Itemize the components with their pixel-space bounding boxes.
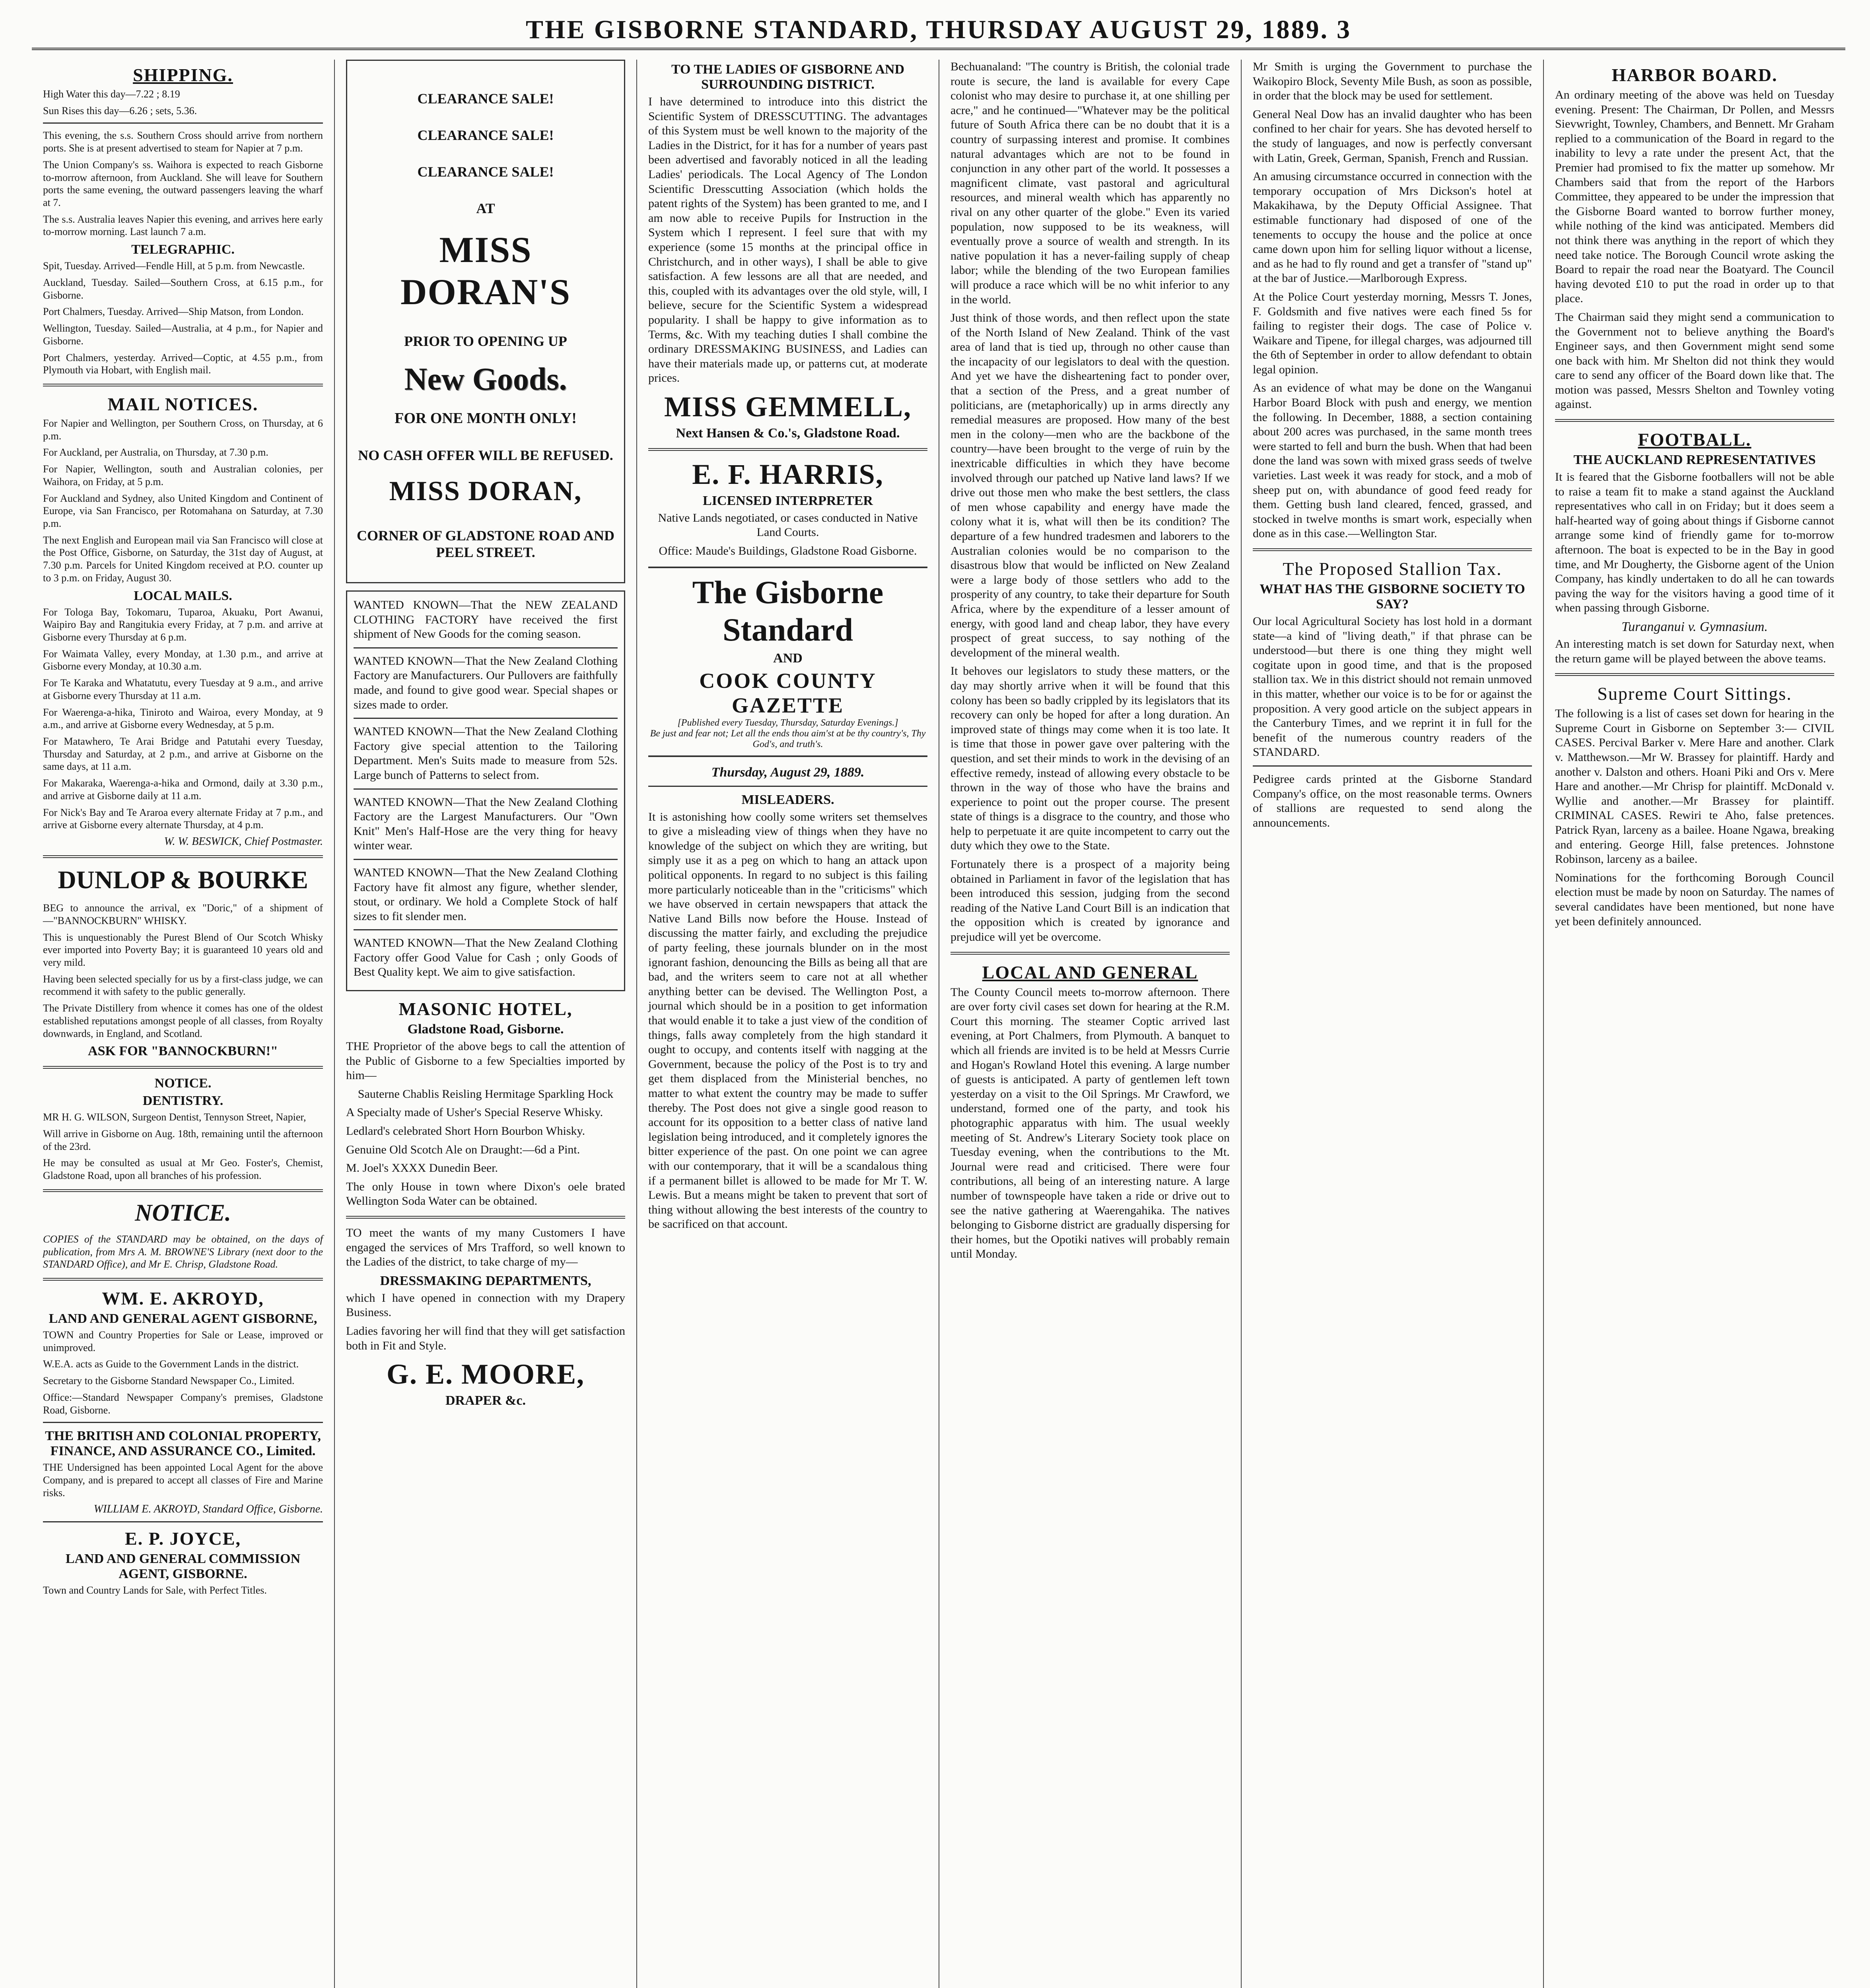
mail-line: For Napier and Wellington, per Southern Cross, on Thursday, at 6 p.m. xyxy=(43,417,323,442)
gymnasium-text: An interesting match is set down for Saturday next, when the return game will be played between the above teams. xyxy=(1555,637,1834,665)
local-mail-line: For Tologa Bay, Tokomaru, Tuparoa, Akuaku, Port Awanui, Waipiro Bay and Rangitukia every Friday, at 7 p.m. and arrive at Gisborne every Thursday at 6 p.m. xyxy=(43,606,323,643)
folio-number: 3 xyxy=(1337,15,1352,44)
divider xyxy=(354,647,618,648)
telegraphic-line: Spit, Tuesday. Arrived—Fendle Hill, at 5 p.m. from Newcastle. xyxy=(43,260,305,272)
divider xyxy=(648,448,927,451)
divider xyxy=(1253,765,1532,767)
cash-offer-line: NO CASH OFFER WILL BE REFUSED. xyxy=(358,447,613,463)
divider xyxy=(346,1216,625,1219)
article-text: Just think of those words, and then reflect upon the state of the North Island of New Zealand. Think of the vast area of land that is tied up, through no other cause than the incapacity of our legislators to deal with the question. And yet we have the disheartening fact to ponder over, that a section of the Press, and a great number of politicians, are (metaphorically) up in arms directly any remedial measures are proposed. How many of the best men in the colony—men who are the backbone of the country—have been brought to the verge of ruin by the inextricable difficulties in which they have become involved through our patched up Native land laws? If we drive out those men who make the best settlers, the class of men whose capability and energy have made the colony what it is, what will then be its condition? The departure of a few hundred tradesmen and laborers to the Australian colonies would be no comparison to the disastrous blow that would be inflicted on New Zealand were a large body of those settlers who add to the prosperity of any country, to take their departure for South Africa, where by the expenditure of a lesser amount of energy, with good land and cheap labor, they have every prospect of great success, to say nothing of the development of the mineral wealth. xyxy=(951,311,1230,659)
article-text: Mr Smith is urging the Government to purchase the Waikopiro Block, Seventy Mile Bush, as soon as possible, in order that the block may be used for settlement. xyxy=(1253,60,1532,103)
masonic-hotel-address: Gladstone Road, Gisborne. xyxy=(407,1022,564,1037)
dentistry-heading: DENTISTRY. xyxy=(142,1093,224,1109)
telegraphic-line: Wellington, Tuesday. Sailed—Australia, at 4 p.m., for Napier and Gisborne. xyxy=(43,322,323,347)
divider xyxy=(1253,548,1532,551)
dressmaking-heading: DRESSMAKING DEPARTMENTS, xyxy=(380,1273,591,1288)
article-text: As an evidence of what may be done on the Wanganui Harbor Board Block with push and energy, we mention the following. In December, 1888, a section containing about 200 acres was purchased, in the same month trees were started to fell and burn the bush. When that had been done the land was sown with mixed grass seeds of twelve varieties. Last week it was ready for stock, and a mob of sheep put on, with abundance of good feed ready for them. Getting bush land cleared, fenced, grassed, and stocked in twelve months is smart work, especially when done as in this case.—Wellington Star. xyxy=(1253,381,1532,540)
dentist-text: He may be consulted as usual at Mr Geo. Foster's, Chemist, Gladstone Road, upon all branches of his profession. xyxy=(43,1157,323,1182)
football-subheading: THE AUCKLAND REPRESENTATIVES xyxy=(1573,452,1816,468)
divider xyxy=(43,1278,323,1281)
divider xyxy=(951,952,1230,955)
british-colonial-heading: THE BRITISH AND COLONIAL PROPERTY, FINANCE, AND ASSURANCE CO., Limited. xyxy=(45,1429,321,1459)
article-text: At the Police Court yesterday morning, Messrs T. Jones, F. Goldsmith and five natives were each fined 5s for failing to register their dogs. The case of Police v. Waikare and Tipene, for illegal charges, was adjourned till the 6th of September in order to allow defendant to obtain legal opinion. xyxy=(1253,290,1532,376)
divider xyxy=(1555,419,1834,422)
wanted-known-item: WANTED KNOWN—That the New Zealand Clothing Factory are Manufacturers. Our Pullovers are faithfully made, and found to give good wear. Special shapes or sizes made to order. xyxy=(354,654,618,711)
article-text: An amusing circumstance occurred in connection with the temporary occupation of Mrs Dickson's hotel at Makakihawa, by the Deputy Official Assignee. That estimable functionary had disposed of one of the tenements to occupy the house and the police at once came down upon him for selling liquor without a license, and as he had to fly round and get a transfer of "stand up" at the bar of Justice.—Marlborough Express. xyxy=(1253,170,1532,285)
paper-nameplate xyxy=(648,567,927,757)
masthead xyxy=(32,12,1845,50)
joyce-text: Town and Country Lands for Sale, with Perfect Titles. xyxy=(43,1584,267,1596)
gemmell-title: MISS GEMMELL, xyxy=(664,390,912,423)
football-heading: FOOTBALL. xyxy=(1638,429,1751,450)
stallion-tax-heading: The Proposed Stallion Tax. xyxy=(1283,559,1502,579)
local-general-text: The County Council meets to-morrow afternoon. There are over forty civil cases set down for hearing at the R.M. Court this morning. The steamer Coptic arrived last evening, at Port Chalmers, from Plymouth. A banquet to which all friends are invited is to be held at Messrs Currie and Hogan's Rowland Hotel this evening. A large number of guests is anticipated. A party of gentlemen left town yesterday on a visit to the Oil Springs. Mr Crawford, we understand, formed one of the party, and took his photographic apparatus with him. The usual weekly meeting of St. Andrew's Literary Society took place on Tuesday evening, when the contributions to the Mt. Journal were read and criticised. There were four contributions, all being of an interesting nature. A large number of townspeople have taken a ride or drive out to see the native gathering at Waerengahika. The natives belonging to Gisborne district are gradually dispersing for their homes, but the Opotiki natives will probably remain until Monday. xyxy=(951,985,1230,1261)
wanted-known-item: WANTED KNOWN—That the New Zealand Clothing Factory give special attention to the Tailoring Department. Men's Suits made to measure from 52s. Large bunch of Patterns to select from. xyxy=(354,725,618,782)
supreme-court-heading: Supreme Court Sittings. xyxy=(1597,683,1792,704)
dunlop-bourke-title: DUNLOP & BOURKE xyxy=(58,866,308,894)
dunlop-text: This is unquestionably the Purest Blend of Our Scotch Whisky ever imported into Poverty Bay; it is guaranteed 10 years old and very mild. xyxy=(43,931,323,968)
local-mail-line: For Makaraka, Waerenga-a-hika and Ormond, daily at 3.30 p.m., and arrive at Gisborne daily at 11 a.m. xyxy=(43,777,323,802)
harris-title: E. F. HARRIS, xyxy=(692,458,884,490)
gymnasium-subheading: Turanganui v. Gymnasium. xyxy=(1621,619,1768,634)
prior-line: PRIOR TO OPENING UP xyxy=(404,333,567,349)
local-mail-line: For Te Karaka and Whatatutu, every Tuesday at 9 a.m., and arrive at Gisborne every Thursday at 11 a.m. xyxy=(43,677,323,701)
divider xyxy=(43,855,323,858)
akroyd-text: Secretary to the Gisborne Standard Newspaper Co., Limited. xyxy=(43,1375,295,1387)
local-mail-line: For Waimata Valley, every Monday, at 1.30 p.m., and arrive at Gisborne every Monday, at 10.30 a.m. xyxy=(43,648,323,672)
football-text: It is feared that the Gisborne footballers will not be able to raise a team fit to make a stand against the Auckland representatives who call in on Friday; but it does seem a half-hearted way of going about things if Gisborne cannot arrange some kind of friendly game for to-morrow afternoon. The boat is expected to be in the Bay in good time, and Mr Dougherty, the Gisborne agent of the Union Company, has kindly undertaken to do all he can towards paving the way for the visitors having a good time of it when passing through Gisborne. xyxy=(1555,470,1834,615)
telegraphic-line: Port Chalmers, Tuesday. Arrived—Ship Matson, from London. xyxy=(43,306,304,318)
local-mail-line: For Matawhero, Te Arai Bridge and Patutahi every Tuesday, Thursday and Saturday, at 2 p.m., and arrive at Gisborne on the same days, at 11 a.m. xyxy=(43,736,323,773)
joyce-subheading: LAND AND GENERAL COMMISSION AGENT, GISBORNE. xyxy=(65,1551,301,1582)
wanted-known-item: WANTED KNOWN—That the New Zealand Clothing Factory are the Largest Manufacturers. Our "Own Knit" Men's Half-Hose are the very thing for heavy winter wear. xyxy=(354,795,618,852)
joyce-heading: E. P. JOYCE, xyxy=(125,1528,241,1549)
british-colonial-signature: WILLIAM E. AKROYD, Standard Office, Gisborne. xyxy=(93,1503,323,1516)
stallion-tax-subheading: WHAT HAS THE GISBORNE SOCIETY TO SAY? xyxy=(1260,582,1525,612)
stallion-tax-text: Our local Agricultural Society has lost hold in a dormant state—a kind of "living death," if that phrase can be understood—but there is one thing they might well cogitate upon in good time, and that is the proposed stallion tax. We in this district should not remain unmoved in this matter, whether our voice is to be for or against the proposition. A very good article on the subject appears in the Canterbury Times, and we reprint it in full for the benefit of the numerous country readers of the STANDARD. xyxy=(1253,615,1532,759)
harbor-board-heading: HARBOR BOARD. xyxy=(1611,65,1778,85)
harbor-board-text: The Chairman said they might send a communication to the Government not to believe anything the Board's Engineer says, and then Government might send some one back with him. Mr Shelton did not think they would care to send any officer of the Board down like that. The motion was passed, Messrs Shelton and Townley voting against. xyxy=(1555,310,1834,411)
gemmell-address: Next Hansen & Co.'s, Gladstone Road. xyxy=(676,425,900,441)
divider xyxy=(43,1066,323,1069)
paper-motto: Be just and fear not; Let all the ends thou aim'st at be thy country's, Thy God's, and truth's. xyxy=(650,728,926,749)
dunlop-ask: ASK FOR "BANNOCKBURN!" xyxy=(88,1044,278,1059)
british-colonial-text: THE Undersigned has been appointed Local Agent for the above Company, and is prepared to accept all classes of Fire and Marine risks. xyxy=(43,1462,323,1499)
masonic-text: THE Proprietor of the above begs to call the attention of the Public of Gisborne to a few Specialties imported by him— xyxy=(346,1040,625,1082)
article-text: Fortunately there is a prospect of a majority being obtained in Parliament in favor of the legislation that has been introduced this session, judging from the second reading of the Native Land Court Bill is an indication that the opposition which is created by ignorance and prejudice will yet be overcome. xyxy=(951,858,1230,944)
masthead-title: THE GISBORNE STANDARD, THURSDAY AUGUST 29, 1889. xyxy=(525,15,1329,44)
akroyd-subheading: LAND AND GENERAL AGENT GISBORNE, xyxy=(49,1311,317,1326)
harris-subtitle: LICENSED INTERPRETER xyxy=(703,493,873,508)
new-goods-title: New Goods. xyxy=(404,362,567,397)
article-text: General Neal Dow has an invalid daughter who has been confined to her chair for years. She has devoted herself to the study of languages, and now is perfectly conversant with Latin, Greek, German, Spanish, French and Russian. xyxy=(1253,107,1532,165)
telegraphic-heading: TELEGRAPHIC. xyxy=(131,242,235,257)
paper-published: [Published every Tuesday, Thursday, Saturday Evenings.] xyxy=(677,717,898,728)
divider xyxy=(43,122,323,124)
shipping-heading: SHIPPING. xyxy=(133,65,233,85)
akroyd-text: TOWN and Country Properties for Sale or Lease, improved or unimproved. xyxy=(43,1329,323,1353)
dressmaking-text: which I have opened in connection with my Drapery Business. xyxy=(346,1291,625,1319)
moore-subtitle: DRAPER &c. xyxy=(445,1393,526,1408)
divider xyxy=(43,1189,323,1192)
akroyd-heading: WM. E. AKROYD, xyxy=(102,1288,264,1309)
clothing-factory-ads xyxy=(346,590,625,991)
miss-doran-title: MISS DORAN'S xyxy=(400,229,571,312)
clearance-sale-line: CLEARANCE SALE! xyxy=(417,127,554,143)
dunlop-text: Having been selected specially for us by a first-class judge, we can recommend it with safety to the public generally. xyxy=(43,973,323,998)
divider xyxy=(354,788,618,790)
column-5 xyxy=(1241,60,1543,1988)
shipping-line: The s.s. Australia leaves Napier this evening, and arrives here early to-morrow morning. Last launch 7 a.m. xyxy=(43,213,323,238)
postmaster-signature: W. W. BESWICK, Chief Postmaster. xyxy=(164,835,323,848)
column-4 xyxy=(939,60,1241,1988)
mail-line: The next English and European mail via San Francisco will close at the Post Office, Gisborne, on Saturday, the 31st day of August, at 7.30 p.m. Parcels for United Kingdom received at P.O. counter up to 3 p.m. on Friday, August 30. xyxy=(43,534,323,584)
article-text: Bechuanaland: "The country is British, the colonial trade route is secure, the land is available for every Cape colonist who may desire to purchase it, at one shilling per acre," and he continued—"Whatever may be the political future of South Africa there can be no doubt that it is a country of surpassing interest and promise. It combines natural advantages which are not to be found in conjunction in any other part of the world. It possesses a magnificent climate, vast pastoral and agricultural resources, and mineral wealth which has apparently no rival on any other quarter of the globe." Even its varied population, now supposed to be its weakness, will eventually prove a source of wealth and strength. In its native population it has a never-failing supply of cheap labor; while the blending of the two European families will produce a race which will be no whit inferior to any in the world. xyxy=(951,60,1230,306)
dentist-text: MR H. G. WILSON, Surgeon Dentist, Tennyson Street, Napier, xyxy=(43,1111,306,1123)
supreme-court-text: The following is a list of cases set down for hearing in the Supreme Court in Gisborne on September 3:— CIVIL CASES. Percival Barker v. Mere Hare and another. Clark v. Matthewson.—Mr W. Brassey for plaintiff. Hardy and another v. Dalston and others. Hoani Piki and Ors v. Mere Hare and another.—Mr Chrisp for plaintiff. McDonald v. Wyllie and another.—Mr Brassey for plaintiff. CRIMINAL CASES. Rewiri te Aho, false pretences. Patrick Ryan, larceny as a bailee. Hoane Ngawa, breaking and entering. George Hill, false pretences. Johnstone Robinson, larceny as a bailee. xyxy=(1555,707,1834,866)
harris-text: Native Lands negotiated, or cases conducted in Native Land Courts. xyxy=(658,511,918,539)
one-month-line: FOR ONE MONTH ONLY! xyxy=(395,410,577,427)
telegraphic-line: Port Chalmers, yesterday. Arrived—Coptic, at 4.55 p.m., from Plymouth via Hobart, with English mail. xyxy=(43,351,323,376)
harbor-board-text: An ordinary meeting of the above was held on Tuesday evening. Present: The Chairman, Dr Pollen, and Messrs Sievwright, Townley, Chambers, and Bennett. Mr Graham replied to a communication of the Board in regard to the inability to levy a rate under the present Act, that the Premier had promised to fix the matter up somehow. Mr Chambers said that from the report of the Harbors Committee, they appeared to be under the impression that the Gisborne Board wanted to borrow further money, while nothing of the kind was anticipated. Members did not think there was anything in the report of which they need take notice. The Borough Council wrote asking the Board to repair the road near the Boatyard. The Council having devoted £10 to put the road in order up to that place. xyxy=(1555,88,1834,305)
masonic-text: Genuine Old Scotch Ale on Draught:—6d a Pint. xyxy=(346,1143,580,1156)
divider xyxy=(43,384,323,386)
column-2 xyxy=(334,60,636,1988)
masonic-text: A Specialty made of Usher's Special Reserve Whisky. xyxy=(346,1106,603,1119)
masonic-text: Ledlard's celebrated Short Horn Bourbon Whisky. xyxy=(346,1124,585,1138)
clearance-sale-line: CLEARANCE SALE! xyxy=(417,164,554,180)
divider xyxy=(354,718,618,719)
akroyd-text: Office:—Standard Newspaper Company's premises, Gladstone Road, Gisborne. xyxy=(43,1391,323,1416)
local-mail-line: For Waerenga-a-hika, Tiniroto and Wairoa, every Monday, at 9 a.m., and arrive at Gisborne every Wednesday, at 5 p.m. xyxy=(43,706,323,731)
harris-office: Office: Maude's Buildings, Gladstone Road Gisborne. xyxy=(659,544,917,558)
column-3 xyxy=(636,60,939,1988)
moore-title: G. E. MOORE, xyxy=(386,1358,585,1390)
misleaders-heading: MISLEADERS. xyxy=(741,792,834,807)
article-text: It behoves our legislators to study these matters, or the day may shortly arrive when it will be found that this colony has been so badly crippled by its legislators that its recovery can only be hoped for after a long duration. An improved state of things may come when it is too late. It is time that those in power gave over paltering with the question, and set their minds to work in the devising of an effective remedy, instead of allowing every obstacle to be thrown in the way of those who have the brains and experience to point out the proper course. The present state of things is a disgrace to the country, and those who help to perpetuate it are quite incompetent to carry out the duty which they owe to the State. xyxy=(951,664,1230,852)
ladies-text: I have determined to introduce into this district the Scientific System of DRESSCUTTING. The advantages of this System must be well known to the majority of the Ladies in the District, for it has for a number of years past been advertised and favorably noticed in all the leading Ladies' periodicals. The Local Agency of The London Scientific Dresscutting Association (which holds the patent rights of the System) has been granted to me, and I am now able to receive Pupils for Instruction in the System which I represent. I feel sure that with my experience (some 15 months at the principal office in Christchurch, and in other ways), I shall be able to give satisfaction. A few lessons are all that are needed, and this, coupled with its advantages over the old style, will, I believe, secure for the Scientific System a widespread popularity. I shall be happy to give information as to Terms, &c. With my teaching duties I shall combine the ordinary DRESSMAKING BUSINESS, and Ladies can have their materials made up, or patterns cut, at moderate prices. xyxy=(648,95,927,385)
mail-line: For Napier, Wellington, south and Australian colonies, per Waihora, on Friday, at 5 p.m. xyxy=(43,463,323,487)
akroyd-text: W.E.A. acts as Guide to the Government Lands in the district. xyxy=(43,1358,299,1370)
masonic-items: Sauterne Chablis Reisling Hermitage Sparkling Hock xyxy=(358,1087,614,1101)
divider xyxy=(354,859,618,860)
clearance-sale-line: CLEARANCE SALE! xyxy=(417,91,554,107)
notice-title: NOTICE. xyxy=(135,1199,231,1226)
paper-and: AND xyxy=(773,650,803,666)
ladies-heading: TO THE LADIES OF GISBORNE AND SURROUNDING DISTRICT. xyxy=(671,62,905,92)
shipping-line: High Water this day—7.22 ; 8.19 xyxy=(43,88,180,100)
dentist-text: Will arrive in Gisborne on Aug. 18th, remaining until the afternoon of the 23rd. xyxy=(43,1128,323,1152)
wanted-known-item: WANTED KNOWN—That the NEW ZEALAND CLOTHING FACTORY have received the first shipment of New Goods for the coming season. xyxy=(354,598,618,641)
mail-notices-heading: MAIL NOTICES. xyxy=(107,394,259,414)
dressmaking-text: TO meet the wants of my many Customers I have engaged the services of Mrs Trafford, so well known to the Ladies of the district, to take charge of my— xyxy=(346,1226,625,1269)
column-6 xyxy=(1543,60,1845,1988)
misleaders-text: It is astonishing how coolly some writers set themselves to give a misleading view of things when they have no knowledge of the subject on which they are writing, but simply use it as a peg on which to hang an attack upon political opponents. In regard to no subject is this failing more particularly noticeable than in the "criticisms" which we have observed in certain newspapers that attack the Native Land Bills now before the House. Instead of discussing the matter fairly, and excluding the prejudice of party feeling, these journals blunder on in the most ignorant fashion, denouncing the Bills as being all that are bad, and the writers seem to care not at all whether anything better can be devised. The Wellington Post, a journal which should be in a position to get information that would enable it to take a just view of the condition of things, falls away completely from the high standard it ought to occupy, and contents itself with nagging at the Government, because the policy of the Post is to try and get them displaced from the Ministerial benches, no matter to what extent the country may be made to suffer thereby. The Post does not give a single good reason to account for its opposition to a better class of native land legislation being introduced, and it completely ignores the bitter experience of the past. On one point we can agree with our contemporary, that it will be a scandalous thing if a permanent billet is allowed to be made for Mr T. W. Lewis. But a means might be taken to prevent that sort of thing without allowing the best interests of the country to be sacrificed on that account. xyxy=(648,810,927,1231)
wanted-known-item: WANTED KNOWN—That the New Zealand Clothing Factory have fit almost any figure, whether slender, stout, or ordinary. We hold a Complete Stock of half sizes to fit slender men. xyxy=(354,866,618,923)
mail-line: For Auckland, per Australia, on Thursday, at 7.30 p.m. xyxy=(43,447,268,458)
corner-address: CORNER OF GLADSTONE ROAD AND PEEL STREET. xyxy=(356,528,615,560)
miss-doran-signoff: MISS DORAN, xyxy=(389,476,582,507)
divider xyxy=(354,929,618,930)
dunlop-text: BEG to announce the arrival, ex "Doric," of a shipment of—"BANNOCKBURN" WHISKY. xyxy=(43,902,323,926)
notice-text: COPIES of the STANDARD may be obtained, on the days of publication, from Mrs A. M. BROWNE'S Library (next door to the STANDARD Office), and Mr E. Chrisp, Gladstone Road. xyxy=(43,1233,323,1270)
mail-line: For Auckland and Sydney, also United Kingdom and Continent of Europe, via San Francisco, per Rotomahana on Saturday, at 7.30 p.m. xyxy=(43,492,323,529)
local-general-heading: LOCAL AND GENERAL xyxy=(982,962,1198,982)
dressmaking-text: Ladies favoring her will find that they will get satisfaction both in Fit and Style. xyxy=(346,1324,625,1352)
wanted-known-item: WANTED KNOWN—That the New Zealand Clothing Factory offer Good Value for Cash ; only Goods of Best Quality kept. We aim to give satisfaction. xyxy=(354,936,618,979)
issue-date: Thursday, August 29, 1889. xyxy=(711,765,865,780)
paper-cook-county: COOK COUNTY GAZETTE xyxy=(699,668,877,717)
paper-title: The Gisborne Standard xyxy=(692,574,884,648)
shipping-line: Sun Rises this day—6.26 ; sets, 5.36. xyxy=(43,105,197,116)
telegraphic-line: Auckland, Tuesday. Sailed—Southern Cross, at 6.15 p.m., for Gisborne. xyxy=(43,276,323,301)
masonic-hotel-heading: MASONIC HOTEL, xyxy=(398,999,573,1019)
at-word: AT xyxy=(476,200,495,216)
supreme-court-text: Nominations for the forthcoming Borough Council election must be made by noon on Saturday. The names of several candidates have been mentioned, but none have yet been definitely announced. xyxy=(1555,871,1834,928)
columns xyxy=(32,60,1845,1988)
clearance-sale-ad xyxy=(346,60,625,583)
shipping-line: This evening, the s.s. Southern Cross should arrive from northern ports. She is at present advertised to steam for Napier at 7 p.m. xyxy=(43,130,323,154)
masonic-text: M. Joel's XXXX Dunedin Beer. xyxy=(346,1161,498,1175)
local-mails-heading: LOCAL MAILS. xyxy=(134,588,232,603)
local-mail-line: For Nick's Bay and Te Araroa every alternate Friday at 7 p.m., and arrive at Gisborne every alternate Thursday, at 4 p.m. xyxy=(43,806,323,831)
shipping-line: The Union Company's ss. Waihora is expected to reach Gisborne to-morrow afternoon, from Auckland. She will leave for Southern ports the same evening, the outward passengers leaving the wharf at 7. xyxy=(43,159,323,209)
notice-heading: NOTICE. xyxy=(154,1076,212,1091)
divider xyxy=(43,1422,323,1423)
pedigree-notice: Pedigree cards printed at the Gisborne Standard Company's office, on the most reasonable terms. Owners of stallions are requested to send along the announcements. xyxy=(1253,772,1532,829)
divider xyxy=(43,1521,323,1522)
masonic-text: The only House in town where Dixon's oele brated Wellington Soda Water can be obtained. xyxy=(346,1180,625,1208)
column-1 xyxy=(32,60,334,1988)
divider xyxy=(648,786,927,787)
divider xyxy=(1555,673,1834,676)
dunlop-text: The Private Distillery from whence it comes has one of the oldest established reputations amongst people of all classes, from Royalty downwards, in England, and Scotland. xyxy=(43,1002,323,1039)
